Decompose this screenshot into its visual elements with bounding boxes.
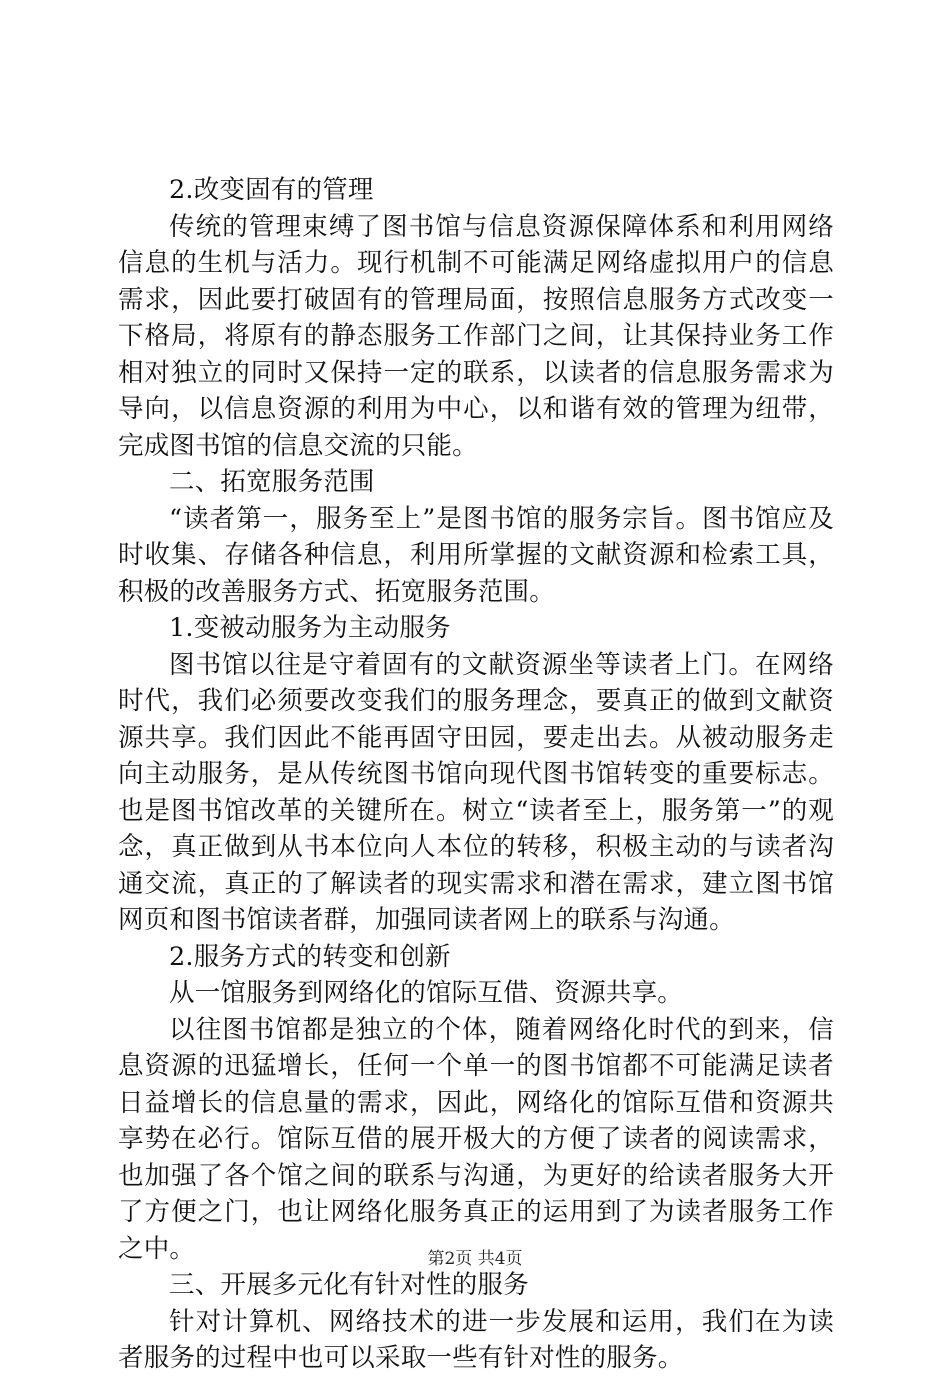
section-heading-two-expand-scope: 二、拓宽服务范围 <box>169 467 375 497</box>
paragraph-diversified-service: 针对计算机、网络技术的进一步发展和运用，我们在为读者服务的过程中也可以采取一些有针对性的服务。 <box>118 1306 834 1373</box>
document-body <box>118 172 834 1377</box>
section-heading-1-active-service: 1.变被动服务为主动服务 <box>169 613 451 643</box>
section-heading-2-change-management: 2.改变固有的管理 <box>169 175 374 205</box>
page-number-footer: 第2页 共4页 <box>427 1249 523 1269</box>
paragraph-active-service: 图书馆以往是守着固有的文献资源坐等读者上门。在网络时代，我们必须要改变我们的服务理念，要真正的做到文献资源共享。我们因此不能再固守田园，要走出去。从被动服务走向主动服务，是从传统图书馆向现代图书馆转变的重要标志。也是图书馆改革的关键所在。树立“读者至上，服务第一”的观念，真正做到从书本位向人本位的转移，积极主动的与读者沟通交流，真正的了解读者的现实需求和潜在需求，建立图书馆网页和图书馆读者群，加强同读者网上的联系与沟通。 <box>118 649 834 935</box>
paragraph-interlibrary-loan: 从一馆服务到网络化的馆际互借、资源共享。 <box>169 978 684 1008</box>
paragraph-resource-sharing: 以往图书馆都是独立的个体，随着网络化时代的到来，信息资源的迅猛增长，任何一个单一的图书馆都不可能满足读者日益增长的信息量的需求，因此，网络化的馆际互借和资源共享势在必行。馆际互借的展开极大的方便了读者的阅读需求，也加强了各个馆之间的联系与沟通，为更好的给读者服务大开了方便之门，也让网络化服务真正的运用到了为读者服务工作之中。 <box>118 1014 834 1264</box>
paragraph-expand-scope: “读者第一，服务至上”是图书馆的服务宗旨。图书馆应及时收集、存储各种信息，利用所掌握的文献资源和检索工具，积极的改善服务方式、拓宽服务范围。 <box>118 503 834 607</box>
section-heading-2-service-innovation: 2.服务方式的转变和创新 <box>169 941 451 972</box>
section-heading-three-diversified-service: 三、开展多元化有针对性的服务 <box>169 1270 529 1300</box>
paragraph-change-management: 传统的管理束缚了图书馆与信息资源保障体系和利用网络信息的生机与活力。现行机制不可能满足网络虚拟用户的信息需求，因此要打破固有的管理局面，按照信息服务方式改变一下格局，将原有的静态服务工作部门之间，让其保持业务工作相对独立的同时又保持一定的联系，以读者的信息服务需求为导向，以信息资源的利用为中心，以和谐有效的管理为纽带，完成图书馆的信息交流的只能。 <box>118 211 834 461</box>
